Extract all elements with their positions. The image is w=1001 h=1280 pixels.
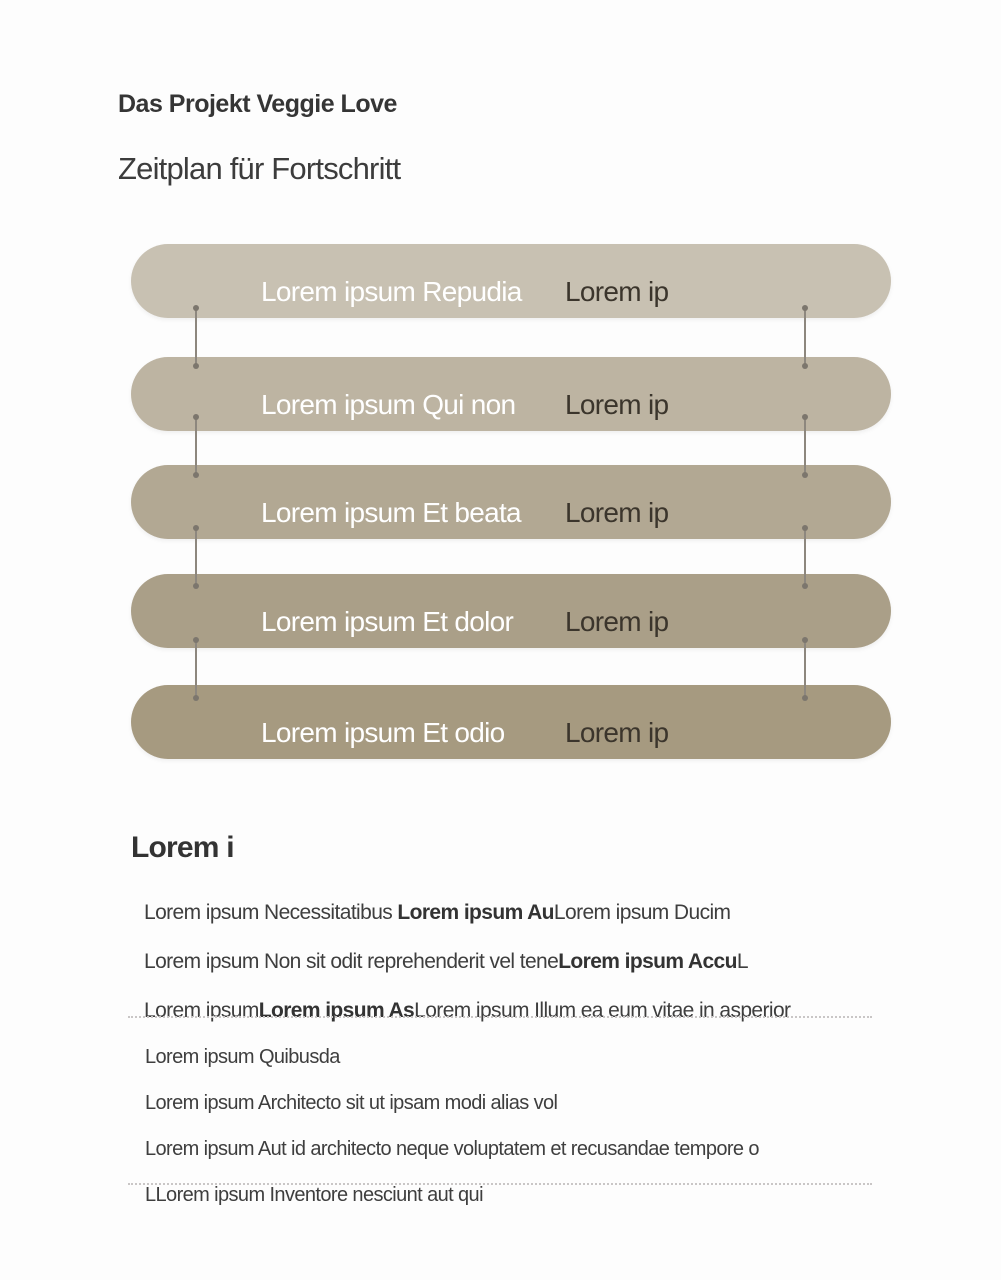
timeline-step [131,685,891,759]
timeline-connector [195,308,197,366]
list-item [144,950,748,974]
timeline-connector [804,417,806,475]
timeline-step-value: Lorem ip [565,606,669,637]
timeline-step-value: Lorem ip [565,717,669,748]
timeline-connector [804,528,806,586]
list-item [145,1092,557,1115]
project-title: Das Projekt Veggie Love [118,90,397,118]
list-item-text: Lorem ipsum Illum ea eum vitae in asperior [414,999,791,1022]
timeline-step-label: Lorem ipsum Qui non [261,389,516,420]
list-item-text: Lorem ipsum Ducim [553,901,731,924]
list-item [144,999,790,1023]
list-item-text: Lorem ipsum Non sit odit reprehenderit vel tene [144,950,559,973]
list-item [144,901,730,925]
timeline-step [131,244,891,318]
list-item [145,1046,340,1069]
timeline-connector [804,640,806,698]
timeline-connector [195,640,197,698]
list-item-text: Lorem ipsum Architecto sit ut ipsam modi alias vol [145,1092,558,1114]
list-item-text: Lorem ipsum Quibusda [145,1046,340,1068]
list-item-bold-text: Lorem ipsum As [258,999,415,1022]
dotted-divider [128,1016,872,1018]
timeline-step [131,574,891,648]
timeline-connector [804,308,806,366]
page-subtitle: Zeitplan für Fortschritt [118,151,401,186]
timeline-connector [195,417,197,475]
timeline-step-label: Lorem ipsum Et beata [261,497,521,528]
list-item-text: LLorem ipsum Inventore nesciunt aut qui [145,1184,483,1206]
timeline-step-value: Lorem ip [565,276,669,307]
timeline-step-label: Lorem ipsum Repudia [261,276,522,307]
dotted-divider [128,1183,872,1185]
list-item [145,1184,483,1207]
list-item-text: Lorem ipsum Aut id architecto neque voluptatem et recusandae tempore o [145,1138,759,1160]
list-item-bold-text: Lorem ipsum Accu [558,950,737,973]
timeline-connector [195,528,197,586]
notes-heading: Lorem i [131,831,234,864]
timeline-step-label: Lorem ipsum Et dolor [261,606,514,637]
timeline-step-value: Lorem ip [565,497,669,528]
timeline-step [131,465,891,539]
list-item [145,1138,759,1161]
timeline-step-label: Lorem ipsum Et odio [261,717,505,748]
timeline-step [131,357,891,431]
timeline-step-value: Lorem ip [565,389,669,420]
list-item-bold-text: Lorem ipsum Au [397,901,554,924]
list-item-text: Lorem ipsum Necessitatibus [144,901,398,924]
list-item-text: Lorem ipsum [144,999,259,1022]
list-item-text: L [736,950,748,973]
